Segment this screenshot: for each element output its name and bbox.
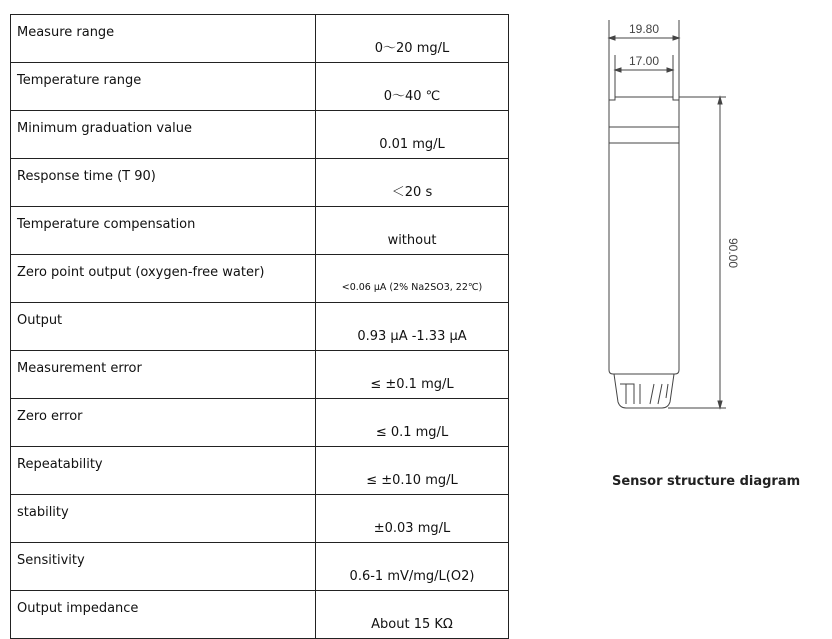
spec-label: Response time (T 90) xyxy=(11,159,316,207)
spec-value: ＜20 s xyxy=(316,159,509,207)
spec-row xyxy=(11,255,509,303)
spec-value: About 15 KΩ xyxy=(316,591,509,639)
spec-row xyxy=(11,207,509,255)
spec-value: ≤ ±0.10 mg/L xyxy=(316,447,509,495)
spec-value: without xyxy=(316,207,509,255)
spec-label: Temperature compensation xyxy=(11,207,316,255)
spec-value: 0～40 ℃ xyxy=(316,63,509,111)
spec-row xyxy=(11,591,509,639)
spec-label: Zero error xyxy=(11,399,316,447)
length-label: 90.00 xyxy=(726,237,740,269)
diagram-caption: Sensor structure diagram xyxy=(612,474,801,489)
spec-row xyxy=(11,495,509,543)
spec-label: Minimum graduation value xyxy=(11,111,316,159)
spec-row xyxy=(11,543,509,591)
spec-value: ≤ ±0.1 mg/L xyxy=(316,351,509,399)
spec-row xyxy=(11,15,509,63)
spec-label: Measure range xyxy=(11,15,316,63)
spec-row xyxy=(11,351,509,399)
spec-row xyxy=(11,63,509,111)
spec-value: ≤ 0.1 mg/L xyxy=(316,399,509,447)
spec-label: Temperature range xyxy=(11,63,316,111)
spec-label: stability xyxy=(11,495,316,543)
spec-row xyxy=(11,111,509,159)
spec-value: 0.6-1 mV/mg/L(O2) xyxy=(316,543,509,591)
spec-label: Output xyxy=(11,303,316,351)
spec-table xyxy=(10,14,509,639)
spec-label: Sensitivity xyxy=(11,543,316,591)
spec-label: Measurement error xyxy=(11,351,316,399)
spec-value: ±0.03 mg/L xyxy=(316,495,509,543)
spec-label: Repeatability xyxy=(11,447,316,495)
spec-row xyxy=(11,159,509,207)
spec-row xyxy=(11,399,509,447)
spec-label: Zero point output (oxygen-free water) xyxy=(11,255,316,303)
sensor-structure-diagram xyxy=(580,0,780,420)
spec-value: <0.06 μA (2% Na2SO3, 22℃) xyxy=(316,255,509,303)
spec-row xyxy=(11,303,509,351)
inner-width-label: 17.00 xyxy=(628,54,660,68)
spec-value: 0.01 mg/L xyxy=(316,111,509,159)
spec-row xyxy=(11,447,509,495)
spec-value: 0.93 μA -1.33 μA xyxy=(316,303,509,351)
spec-value: 0～20 mg/L xyxy=(316,15,509,63)
spec-label: Output impedance xyxy=(11,591,316,639)
outer-width-label: 19.80 xyxy=(628,22,660,36)
